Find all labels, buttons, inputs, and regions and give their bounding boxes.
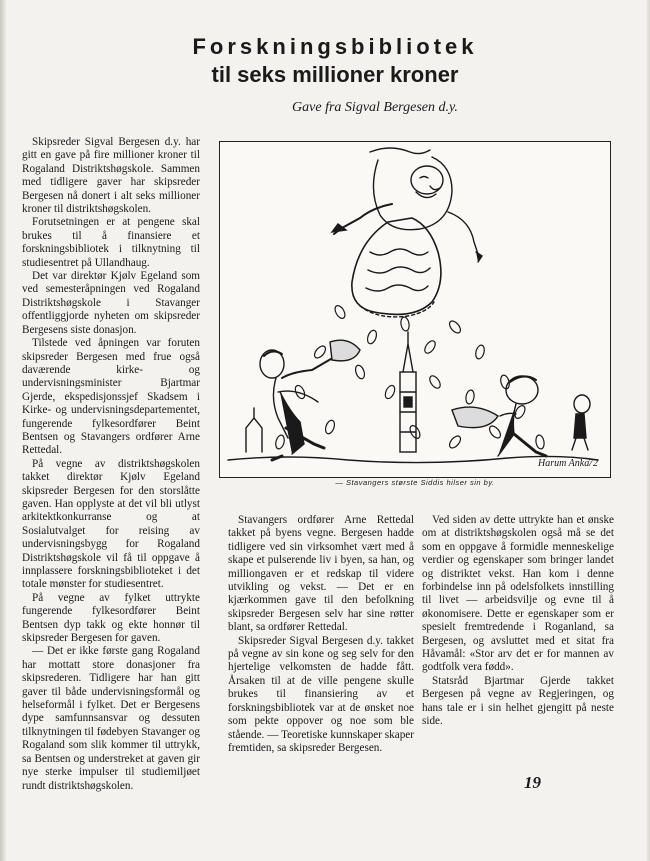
tower-building bbox=[400, 332, 416, 452]
small-man-figure bbox=[572, 395, 590, 450]
artist-signature: Harum Anka bbox=[538, 458, 590, 469]
paragraph: — Det er ikke første gang Rogaland har mottatt store donasjoner fra skipsrederen. Tidligere har han gitt gaver til både undervisningsformål og helseformål i fylket. Det er Bergesens dype samfunnsansvar og dessuten tilknytningen til fødebyen Stavanger og Rogaland som slik kommer til uttrykk, sa Bentsen og understreket at gaven gir nye sterke impulser til studiemiljøet rundt distriktshøgskolen. bbox=[22, 645, 200, 792]
paragraph: På vegne av fylket uttrykte fungerende fylkesordfører Beint Bentsen dyp takk og ekte honnør til skipsreder Bergesen for gaven. bbox=[22, 591, 200, 645]
text-column-3 bbox=[422, 514, 614, 729]
paragraph: Forutsetningen er at pengene skal brukes til å finansiere et forskningsbibliotek i tilknytning til studiesentret på Ullandhaug. bbox=[22, 216, 200, 269]
paragraph: Skipsreder Sigval Bergesen d.y. har gitt en gave på fire millioner kroner til Rogaland Distriktshøgskole. Sammen med tidligere gaver har skipsreder Bergesen nå donert i alt seks millioner kroner til distriktshøgskolen. bbox=[22, 136, 200, 216]
page-edge-shadow-right bbox=[646, 0, 650, 861]
page-edge-shadow-left bbox=[0, 0, 6, 861]
flying-man-figure bbox=[332, 148, 482, 317]
paragraph: Statsråd Bjartmar Gjerde takket Bergesen på vegne av Regjeringen, og hans tale er i sin helhet gjengitt på neste side. bbox=[422, 674, 614, 728]
cartoon-illustration bbox=[219, 141, 611, 478]
text-column-1 bbox=[22, 136, 200, 793]
article-title-line-1: Forskningsbibliotek bbox=[192, 34, 478, 59]
article-title-line-2: til seks millioner kroner bbox=[211, 62, 459, 87]
cartoon-caption: — Stavangers største Siddis hilser sin by. bbox=[335, 478, 495, 487]
paragraph: På vegne av distriktshøgskolen takket direktør Kjølv Egeland skipsreder Bergesen for den storslåtte gaven. Han opplyste at det vil bli utlyst arkitektkonkurranse og at Sosialutvalget for reising av undervisningsbygg for Rogaland Distriktshøgskole vil få til oppgave å innplassere forskningsbiblioteket i det totale mønster for studiesentret. bbox=[22, 457, 200, 591]
cartoon-drawing bbox=[220, 142, 610, 477]
right-man-figure bbox=[452, 376, 546, 456]
signature-year: 72 bbox=[588, 458, 598, 469]
paragraph: Ved siden av dette uttrykte han et ønske om at distriktshøgskolen også må se det som en oppgave å formidle menneskelige verdier og egenskaper som bringer landet og distriktet vekst. Han kom i denne forbindelse inn på odelsfolkets innstilling til livet — arbeidsvilje og evne til å økonomisere. Dette er egenskaper som er spesielt fremtredende i Roganland, sa Bergesen, og avsluttet med et sitat fra Håvamål: «Stor arv det er for mannen av godtfolk vera fødd». bbox=[422, 514, 614, 674]
page-number: 19 bbox=[524, 773, 541, 792]
article-subtitle: Gave fra Sigval Bergesen d.y. bbox=[292, 100, 458, 115]
paragraph: Skipsreder Sigval Bergesen d.y. takket på vegne av sin kone og seg selv for den hjertelige velkomsten de hadde fått. Årsaken til at de ville pengene skulle brukes til finansiering av et forskningsbibliotek var at de ønsket noe som pekte oppover og noe som ble stående. — Teoretiske kunnskaper skaper fremtiden, sa skipsreder Bergesen. bbox=[228, 634, 414, 754]
paragraph: Stavangers ordfører Arne Rettedal takket på byens vegne. Bergesen hadde tidligere ved sin virksomhet vært med å skape et pulserende liv i byen, sa han, og milliongaven er et redskap til videre utvikling og vekst. — Det er en kjærkommen gave til den befolkning skipsreder Bergesen selv har sine røtter blant, sa ordfører Rettedal. bbox=[228, 514, 414, 634]
paragraph: Tilstede ved åpningen var foruten skipsreder Bergesen med frue også daværende kirke- og undervisningsminister Bjartmar Gjerde, ekspedisjonssjef Skadsem i Kirke- og undervisningsdepartementet, fungerende fylkesordfører Beint Bentsen og Stavangers ordfører Arne Rettedal. bbox=[22, 337, 200, 457]
paragraph: Det var direktør Kjølv Egeland som ved semesteråpningen ved Rogaland Distriktshøgskole i Stavanger offentliggjorde nyheten om skipsreder Bergesens siste donasjon. bbox=[22, 270, 200, 336]
left-man-figure bbox=[260, 340, 360, 460]
text-column-2 bbox=[228, 514, 414, 755]
falling-coins bbox=[274, 304, 545, 450]
